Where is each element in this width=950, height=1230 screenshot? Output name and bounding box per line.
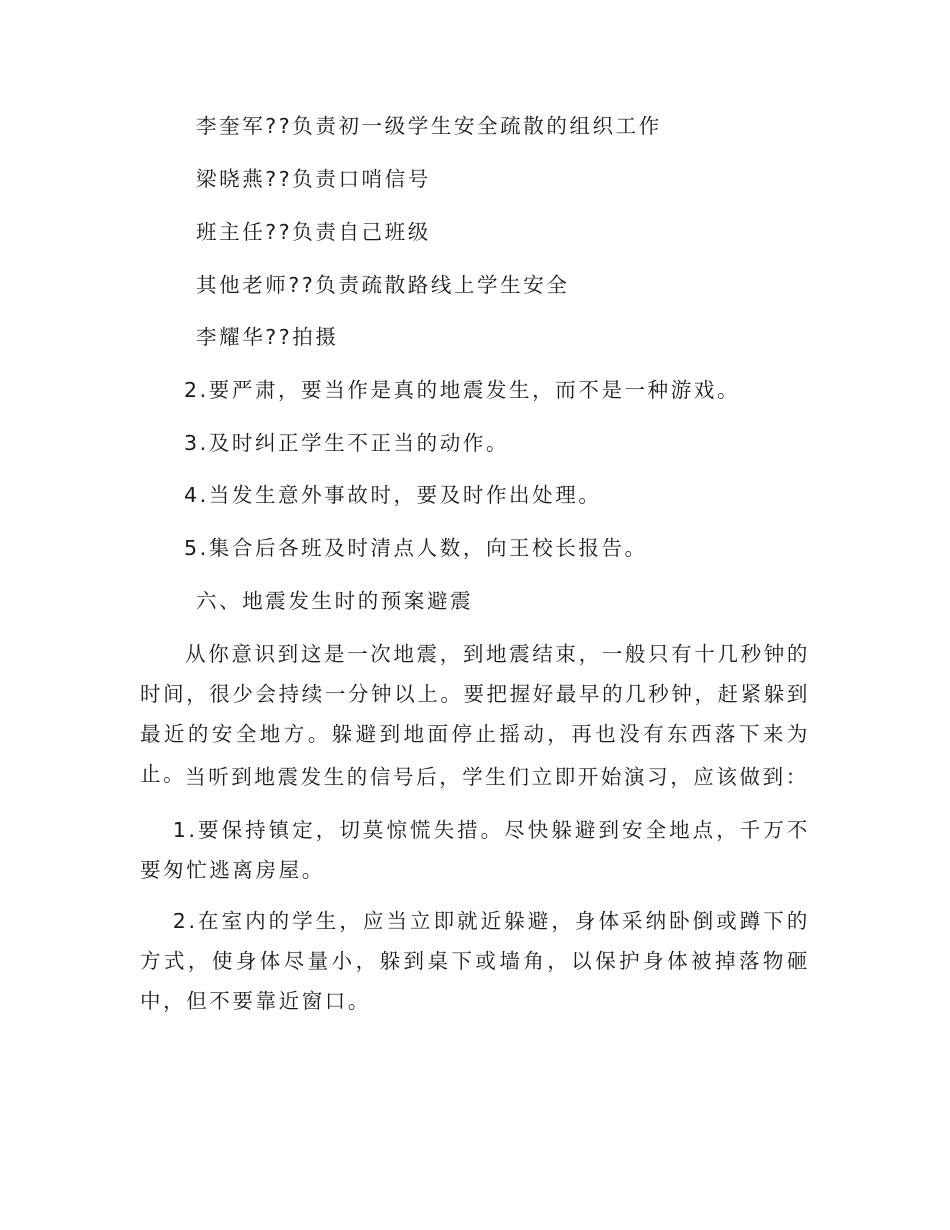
role-line: 梁晓燕??负责口哨信号 [196, 167, 431, 191]
role-line: 班主任??负责自己班级 [196, 220, 431, 244]
role-line: 其他老师??负责疏散路线上学生安全 [196, 273, 570, 297]
note-item: 3.及时纠正学生不正当的动作。 [184, 431, 510, 455]
section-heading: 六、地震发生时的预案避震 [196, 589, 474, 613]
body-paragraph: 从你意识到这是一次地震，到地震结束，一般只有十几秒钟的时间，很少会持续一分钟以上。要把握好最早的几秒钟，赶紧躲到最近的安全地方。躲避到地面停止摇动，再也没有东西落下来为止。 [140, 642, 810, 786]
body-paragraph: 当听到地震发生的信号后，学生们立即开始演习，应该做到： [185, 765, 809, 789]
role-line: 李耀华??拍摄 [196, 325, 339, 349]
body-paragraph: 2.在室内的学生，应当立即就近躲避，身体采纳卧倒或蹲下的方式，使身体尽量小，躲到桌下或墙角，以保护身体被掉落物砸中，但不要靠近窗口。 [140, 909, 810, 1013]
note-item: 4.当发生意外事故时，要及时作出处理。 [184, 483, 602, 507]
note-item: 5.集合后各班及时清点人数，向王校长报告。 [184, 536, 648, 560]
note-item: 2.要严肃，要当作是真的地震发生，而不是一种游戏。 [184, 378, 741, 402]
body-paragraph: 1.要保持镇定，切莫惊慌失措。尽快躲避到安全地点，千万不要匆忙逃离房屋。 [140, 818, 810, 882]
role-line: 李奎军??负责初一级学生安全疏散的组织工作 [196, 114, 662, 138]
